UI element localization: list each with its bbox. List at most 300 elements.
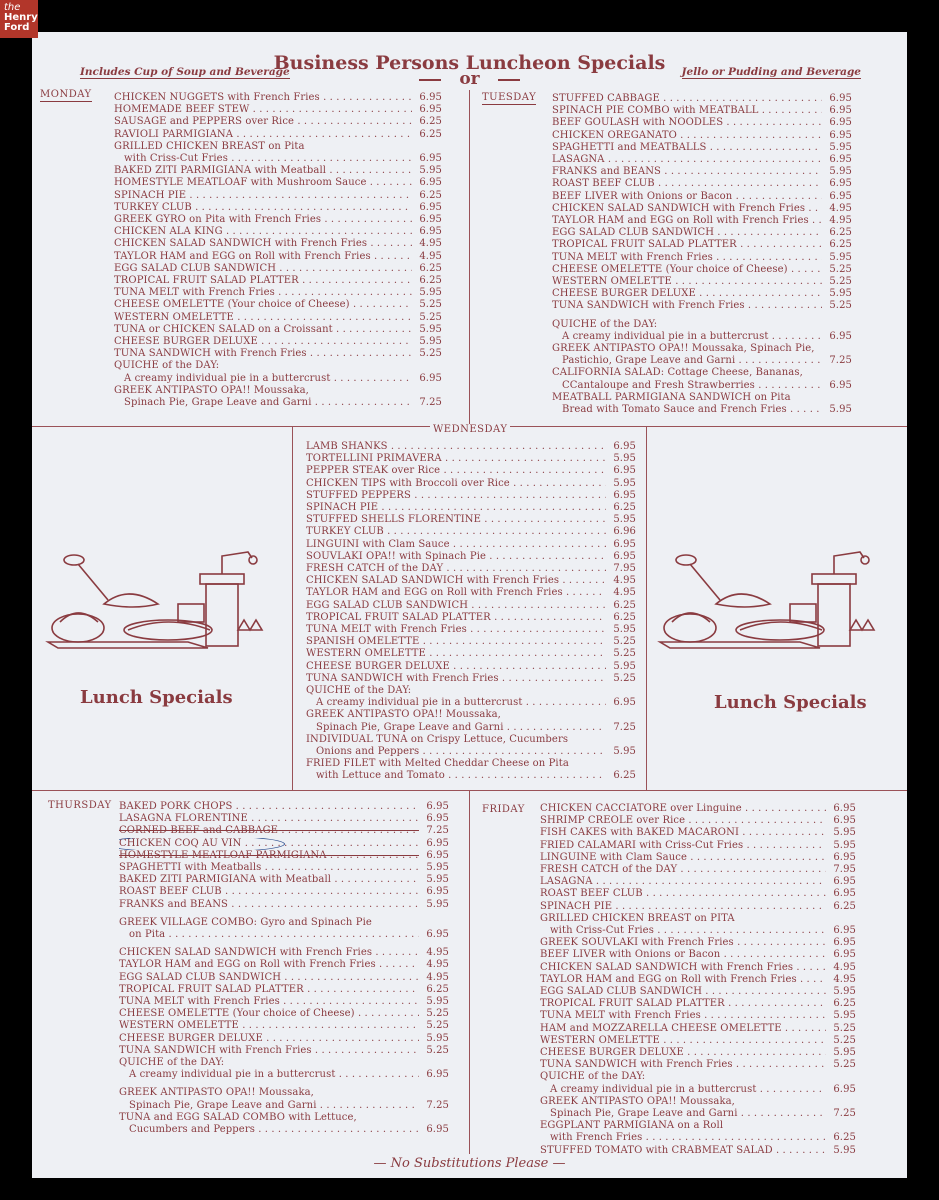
friday-menu-item xyxy=(540,827,856,839)
menu-item-price: 6.95 xyxy=(613,465,636,477)
menu-item-name: RAVIOLI PARMIGIANA . . . xyxy=(114,129,412,141)
friday-menu xyxy=(540,803,856,1157)
wednesday-menu-item xyxy=(306,746,636,758)
menu-item-price xyxy=(419,1057,449,1069)
menu-item-price: 6.25 xyxy=(833,998,856,1010)
menu-item-name: CORNED BEEF and CABBAGE . . . xyxy=(119,825,419,837)
menu-item-name: Onions and Peppers . . . xyxy=(306,746,606,758)
menu-item-name: CHICKEN OREGANATO . . . xyxy=(552,130,822,142)
thursday-menu-item xyxy=(119,1033,449,1045)
menu-item-price: 6.95 xyxy=(613,550,636,562)
menu-item-name: on Pita . . . xyxy=(119,929,419,941)
menu-item-price: 5.95 xyxy=(829,166,852,178)
tuesday-menu-item xyxy=(552,331,852,343)
menu-item-price xyxy=(822,319,852,331)
menu-item-name: STUFFED PEPPERS . . . xyxy=(306,490,606,502)
menu-item-name: Spinach Pie, Grape Leave and Garni . . . xyxy=(114,397,412,409)
monday-menu-item xyxy=(114,324,442,336)
wednesday-menu-item xyxy=(306,514,636,526)
friday-menu-item xyxy=(540,876,856,888)
menu-item-price xyxy=(826,1071,856,1083)
wednesday-menu-item xyxy=(306,624,636,636)
menu-item-name: FRANKS and BEANS . . . xyxy=(119,899,419,911)
menu-item-name: CHICKEN SALAD SANDWICH with French Fries . . . xyxy=(540,962,826,974)
menu-item-name: EGG SALAD CLUB SANDWICH . . . xyxy=(119,972,419,984)
no-substitutions-note: — No Substitutions Please — xyxy=(373,1156,566,1171)
menu-item-price: 5.95 xyxy=(613,660,636,672)
thursday-menu-item xyxy=(119,825,449,837)
menu-item-name: LASAGNA . . . xyxy=(540,876,826,888)
menu-item-name: TUNA MELT with French Fries . . . xyxy=(114,287,412,299)
wednesday-menu-item xyxy=(306,722,636,734)
menu-item-name: GRILLED CHICKEN BREAST on Pita xyxy=(114,140,305,152)
menu-item-price: 5.25 xyxy=(613,672,636,684)
menu-item-price: 6.95 xyxy=(833,949,856,961)
menu-item-price: 5.95 xyxy=(829,288,852,300)
thursday-menu-item xyxy=(119,1124,449,1136)
menu-item-name: HOMESTYLE MEATLOAF with Mushroom Sauce . . . xyxy=(114,177,412,189)
lunch-specials-right: Lunch Specials xyxy=(714,692,867,713)
menu-item-name: CHEESE BURGER DELUXE . . . xyxy=(540,1047,826,1059)
menu-item-price xyxy=(606,709,636,721)
tuesday-menu-item xyxy=(552,105,852,117)
menu-item-name: BEEF GOULASH with NOODLES . . . xyxy=(552,117,822,129)
menu-item-name: SOUVLAKI OPA!! with Spinach Pie . . . xyxy=(306,551,606,563)
menu-item-name: FRANKS and BEANS . . . xyxy=(552,166,822,178)
menu-item-name: EGG SALAD CLUB SANDWICH . . . xyxy=(114,263,412,275)
thursday-menu-item xyxy=(119,838,449,850)
menu-item-price xyxy=(822,367,852,379)
menu-item-price: 6.25 xyxy=(829,239,852,251)
menu-item-name: STUFFED SHELLS FLORENTINE . . . xyxy=(306,514,606,526)
menu-item-price: 5.95 xyxy=(829,404,852,416)
lunch-specials-left: Lunch Specials xyxy=(80,687,233,708)
wednesday-menu-item xyxy=(306,661,636,673)
menu-item-price: 4.95 xyxy=(833,973,856,985)
menu-item-price: 6.95 xyxy=(833,937,856,949)
wednesday-menu-item xyxy=(306,636,636,648)
menu-item-name: CHEESE OMELETTE (Your choice of Cheese) . . . xyxy=(552,264,822,276)
menu-item-name: STUFFED TOMATO with CRABMEAT SALAD . . . xyxy=(540,1145,826,1157)
menu-item-name: SHRIMP CREOLE over Rice . . . xyxy=(540,815,826,827)
menu-item-name: with Lettuce and Tomato . . . xyxy=(306,770,606,782)
menu-item-price: 7.95 xyxy=(833,864,856,876)
menu-item-name: INDIVIDUAL TUNA on Crispy Lettuce, Cucumbers xyxy=(306,733,569,745)
menu-item-name: TURKEY CLUB . . . xyxy=(306,526,606,538)
menu-item-name: CHICKEN SALAD SANDWICH with French Fries . . . xyxy=(114,238,412,250)
tuesday-menu-item xyxy=(552,227,852,239)
monday-menu-item xyxy=(114,165,442,177)
menu-item-name: BEEF LIVER with Onions or Bacon . . . xyxy=(552,191,822,203)
menu-item-price: 6.25 xyxy=(613,611,636,623)
menu-item-price xyxy=(412,141,442,153)
wednesday-menu-item xyxy=(306,539,636,551)
menu-item-name: GREEK SOUVLAKI with French Fries . . . xyxy=(540,937,826,949)
wednesday-menu-item xyxy=(306,612,636,624)
thursday-menu-item xyxy=(119,929,449,941)
menu-item-price xyxy=(822,392,852,404)
menu-item-price: 5.25 xyxy=(833,1059,856,1071)
menu-item-price: 6.25 xyxy=(613,502,636,514)
menu-item-price: 5.25 xyxy=(833,1022,856,1034)
menu-item-name: with Criss-Cut Fries . . . xyxy=(114,153,412,165)
menu-item-name: TAYLOR HAM and EGG on Roll with French Fries . . . xyxy=(114,251,412,263)
menu-item-name: SPINACH PIE . . . xyxy=(306,502,606,514)
logo-text-henry: Henry xyxy=(4,12,38,23)
menu-item-price: 6.95 xyxy=(426,1124,449,1136)
thursday-menu-item xyxy=(119,813,449,825)
menu-item-price: 4.95 xyxy=(426,971,449,983)
menu-item-price: 5.95 xyxy=(426,874,449,886)
menu-item-price: 6.95 xyxy=(426,929,449,941)
menu-item-name: TROPICAL FRUIT SALAD PLATTER . . . xyxy=(552,239,822,251)
wednesday-menu-item xyxy=(306,478,636,490)
friday-menu-item xyxy=(540,803,856,815)
wednesday-menu-item xyxy=(306,697,636,709)
menu-item-name: FRIED FILET with Melted Cheddar Cheese on Pita xyxy=(306,758,569,770)
menu-item-price: 5.25 xyxy=(829,300,852,312)
menu-item-name: QUICHE of the DAY: xyxy=(114,360,220,372)
wednesday-menu-item xyxy=(306,453,636,465)
tuesday-menu-item xyxy=(552,343,852,355)
thursday-menu-item xyxy=(119,1069,449,1081)
menu-item-name: TROPICAL FRUIT SALAD PLATTER . . . xyxy=(540,998,826,1010)
menu-item-name: TAYLOR HAM and EGG on Roll with French Fries . . . xyxy=(552,215,822,227)
menu-item-name: CHICKEN SALAD SANDWICH with French Fries . . . xyxy=(552,203,822,215)
monday-menu-item xyxy=(114,263,442,275)
menu-item-price: 7.25 xyxy=(426,825,449,837)
menu-item-price: 6.95 xyxy=(829,379,852,391)
menu-item-price: 5.95 xyxy=(613,453,636,465)
menu-item-name: HAM and MOZZARELLA CHEESE OMELETTE . . . xyxy=(540,1023,826,1035)
friday-menu-item xyxy=(540,974,856,986)
or-separator: or xyxy=(32,69,907,89)
menu-item-price: 6.25 xyxy=(419,262,442,274)
menu-item-price xyxy=(419,1087,449,1099)
menu-item-name: HOMEMADE BEEF STEW . . . xyxy=(114,104,412,116)
menu-item-name: ROAST BEEF CLUB . . . xyxy=(540,888,826,900)
thursday-menu-item xyxy=(119,1045,449,1057)
menu-item-price xyxy=(419,917,449,929)
menu-item-name: SPANISH OMELETTE . . . xyxy=(306,636,606,648)
thursday-menu-item xyxy=(119,1087,449,1099)
soup-beverage-note: Includes Cup of Soup and Beverage xyxy=(80,66,290,78)
thursday-menu-item xyxy=(119,886,449,898)
menu-item-price: 6.95 xyxy=(829,129,852,141)
menu-item-price: 5.25 xyxy=(426,1008,449,1020)
divider-thu-fri xyxy=(469,790,470,1154)
menu-item-name: EGG SALAD CLUB SANDWICH . . . xyxy=(552,227,822,239)
menu-item-price xyxy=(412,360,442,372)
menu-item-name: ROAST BEEF CLUB . . . xyxy=(119,886,419,898)
menu-item-name: TAYLOR HAM and EGG on Roll with French Fries . . . xyxy=(306,587,606,599)
tuesday-menu-item xyxy=(552,276,852,288)
pen-circle-mark xyxy=(119,838,285,850)
monday-menu-item xyxy=(114,153,442,165)
menu-item-name: GREEK ANTIPASTO OPA!! Moussaka, xyxy=(119,1087,314,1099)
menu-item-name: CHEESE BURGER DELUXE . . . xyxy=(114,336,412,348)
wednesday-menu-item xyxy=(306,441,636,453)
menu-item-name: with French Fries . . . xyxy=(540,1132,826,1144)
menu-item-price: 6.25 xyxy=(419,116,442,128)
menu-item-name: A creamy individual pie in a buttercrust . . . xyxy=(552,331,822,343)
tuesday-menu-item xyxy=(552,319,852,331)
menu-item-name: WESTERN OMELETTE . . . xyxy=(114,312,412,324)
monday-menu-item xyxy=(114,251,442,263)
monday-menu-item xyxy=(114,385,442,397)
wednesday-menu-item xyxy=(306,490,636,502)
menu-item-price: 6.95 xyxy=(833,876,856,888)
menu-item-price: 6.95 xyxy=(833,888,856,900)
menu-item-price: 6.25 xyxy=(833,1132,856,1144)
menu-item-name: WESTERN OMELETTE . . . xyxy=(306,648,606,660)
menu-item-price: 5.95 xyxy=(419,323,442,335)
menu-item-name: CHICKEN NUGGETS with French Fries . . . xyxy=(114,92,412,104)
monday-menu-item xyxy=(114,397,442,409)
friday-menu-item xyxy=(540,901,856,913)
friday-menu-item xyxy=(540,1023,856,1035)
menu-item-name: CHICKEN ALA KING . . . xyxy=(114,226,412,238)
menu-item-price: 5.95 xyxy=(419,165,442,177)
menu-item-name: with Criss-Cut Fries . . . xyxy=(540,925,826,937)
menu-item-name: TAYLOR HAM and EGG on Roll with French Fries . . . xyxy=(540,974,826,986)
friday-menu-item xyxy=(540,1047,856,1059)
thursday-menu-item xyxy=(119,850,449,862)
monday-menu-item xyxy=(114,214,442,226)
wednesday-menu-item xyxy=(306,526,636,538)
tuesday-menu-item xyxy=(552,203,852,215)
friday-menu-item xyxy=(540,949,856,961)
menu-item-price: 6.95 xyxy=(419,104,442,116)
tuesday-menu-item xyxy=(552,404,852,416)
menu-item-price: 6.95 xyxy=(426,1069,449,1081)
thursday-menu-item xyxy=(119,984,449,996)
menu-item-name: A creamy individual pie in a buttercrust . . . xyxy=(540,1084,826,1096)
menu-item-name: EGGPLANT PARMIGIANA on a Roll xyxy=(540,1120,724,1132)
menu-item-price: 5.25 xyxy=(426,1044,449,1056)
menu-item-price: 6.95 xyxy=(419,92,442,103)
menu-item-price: 5.95 xyxy=(419,336,442,348)
friday-menu-item xyxy=(540,962,856,974)
henry-ford-logo xyxy=(0,0,38,38)
menu-item-price: 6.95 xyxy=(829,190,852,202)
menu-item-name: SPAGHETTI with Meatballs . . . xyxy=(119,862,419,874)
friday-menu-item xyxy=(540,1071,856,1083)
menu-item-price: 5.95 xyxy=(613,746,636,758)
friday-menu-item xyxy=(540,1035,856,1047)
menu-item-price: 6.95 xyxy=(613,697,636,709)
day-label-thursday: THURSDAY xyxy=(48,800,112,811)
thursday-menu-item xyxy=(119,1008,449,1020)
monday-menu-item xyxy=(114,348,442,360)
menu-item-name: Cucumbers and Peppers . . . xyxy=(119,1124,419,1136)
menu-item-price: 6.95 xyxy=(426,813,449,825)
wednesday-menu-item xyxy=(306,758,636,770)
monday-menu-item xyxy=(114,141,442,153)
day-label-friday: FRIDAY xyxy=(482,804,525,815)
menu-item-name: CHICKEN SALAD SANDWICH with French Fries . . . xyxy=(119,947,419,959)
menu-item-name: BAKED ZITI PARMIGIANA with Meatball . . . xyxy=(119,874,419,886)
menu-item-name: SPINACH PIE COMBO with MEATBALL . . . xyxy=(552,105,822,117)
menu-item-price: 5.95 xyxy=(426,898,449,910)
menu-item-name: CHICKEN SALAD SANDWICH with French Fries . . . xyxy=(306,575,606,587)
menu-item-name: WESTERN OMELETTE . . . xyxy=(119,1020,419,1032)
menu-item-name: TROPICAL FRUIT SALAD PLATTER . . . xyxy=(114,275,412,287)
menu-item-price: 4.95 xyxy=(829,202,852,214)
menu-item-price: 6.95 xyxy=(419,214,442,226)
menu-item-price: 6.95 xyxy=(833,925,856,937)
menu-item-name: BAKED ZITI PARMIGIANA with Meatball . . . xyxy=(114,165,412,177)
menu-item-name: FISH CAKES with BAKED MACARONI . . . xyxy=(540,827,826,839)
menu-item-name: CHICKEN CACCIATORE over Linguine . . . xyxy=(540,803,826,815)
wednesday-menu-item xyxy=(306,648,636,660)
tuesday-menu xyxy=(552,93,852,416)
wednesday-menu-item xyxy=(306,563,636,575)
thursday-menu-item xyxy=(119,1057,449,1069)
thursday-menu-item xyxy=(119,1020,449,1032)
menu-item-name: Spinach Pie, Grape Leave and Garni . . . xyxy=(119,1100,419,1112)
menu-item-price: 6.95 xyxy=(829,178,852,190)
friday-menu-item xyxy=(540,1108,856,1120)
menu-item-price: 6.95 xyxy=(419,153,442,165)
friday-menu-item xyxy=(540,1084,856,1096)
menu-item-name: LASAGNA FLORENTINE . . . xyxy=(119,813,419,825)
wednesday-menu-item xyxy=(306,709,636,721)
food-illustration-left xyxy=(38,544,278,654)
tuesday-menu-item xyxy=(552,380,852,392)
menu-item-name: TAYLOR HAM and EGG on Roll with French Fries . . . xyxy=(119,959,419,971)
day-label-monday: MONDAY xyxy=(40,89,92,100)
menu-item-price: 6.25 xyxy=(419,275,442,287)
tuesday-menu-item xyxy=(552,367,852,379)
menu-item-name: GRILLED CHICKEN BREAST on PITA xyxy=(540,912,735,924)
menu-item-name: TUNA MELT with French Fries . . . xyxy=(552,252,822,264)
menu-item-price: 5.95 xyxy=(419,287,442,299)
wednesday-menu-item xyxy=(306,600,636,612)
monday-menu-item xyxy=(114,275,442,287)
friday-menu-item xyxy=(540,1059,856,1071)
menu-item-name: Bread with Tomato Sauce and French Fries . . . xyxy=(552,404,822,416)
tuesday-menu-item xyxy=(552,154,852,166)
menu-item-name: WESTERN OMELETTE . . . xyxy=(552,276,822,288)
thursday-menu xyxy=(119,801,449,1136)
wednesday-menu xyxy=(306,441,636,783)
menu-item-name: BAKED PORK CHOPS . . . xyxy=(119,801,419,813)
wednesday-menu-item xyxy=(306,587,636,599)
menu-item-price xyxy=(826,1120,856,1132)
monday-menu-item xyxy=(114,299,442,311)
menu-item-name: SAUSAGE and PEPPERS over Rice . . . xyxy=(114,116,412,128)
menu-item-price: 6.95 xyxy=(833,815,856,827)
menu-item-name: LAMB SHANKS . . . xyxy=(306,441,606,453)
divider-wed-right xyxy=(646,426,647,790)
menu-item-price: 6.95 xyxy=(833,851,856,863)
menu-item-name: WESTERN OMELETTE . . . xyxy=(540,1035,826,1047)
menu-item-price xyxy=(412,385,442,397)
friday-menu-item xyxy=(540,840,856,852)
monday-menu-item xyxy=(114,92,442,104)
menu-item-price: 6.95 xyxy=(833,1083,856,1095)
day-label-wednesday: WEDNESDAY xyxy=(430,424,510,435)
menu-item-price: 5.25 xyxy=(833,1034,856,1046)
thursday-menu-item xyxy=(119,874,449,886)
menu-item-price: 6.25 xyxy=(833,900,856,912)
monday-menu-item xyxy=(114,177,442,189)
menu-item-price: 6.96 xyxy=(613,526,636,538)
menu-item-price: 5.95 xyxy=(613,624,636,636)
menu-item-price: 6.25 xyxy=(613,599,636,611)
monday-menu-item xyxy=(114,190,442,202)
menu-item-price: 5.95 xyxy=(829,141,852,153)
menu-item-price: 6.25 xyxy=(829,227,852,239)
tuesday-menu-item xyxy=(552,117,852,129)
thursday-menu-item xyxy=(119,972,449,984)
menu-item-name: TUNA SANDWICH with French Fries . . . xyxy=(552,300,822,312)
menu-item-price: 7.25 xyxy=(829,355,852,367)
menu-item-price: 6.95 xyxy=(829,117,852,129)
menu-item-price xyxy=(826,913,856,925)
friday-menu-item xyxy=(540,986,856,998)
tuesday-menu-item xyxy=(552,142,852,154)
menu-item-name: BEEF LIVER with Onions or Bacon . . . xyxy=(540,949,826,961)
monday-menu-item xyxy=(114,129,442,141)
menu-item-price xyxy=(826,1096,856,1108)
menu-item-name: STUFFED CABBAGE . . . xyxy=(552,93,822,105)
monday-menu-item xyxy=(114,104,442,116)
menu-item-name: GREEK ANTIPASTO OPA!! Moussaka, xyxy=(540,1095,735,1107)
wednesday-menu-item xyxy=(306,673,636,685)
monday-menu-item xyxy=(114,360,442,372)
friday-menu-item xyxy=(540,937,856,949)
friday-menu-item xyxy=(540,998,856,1010)
tuesday-menu-item xyxy=(552,239,852,251)
wednesday-menu-item xyxy=(306,551,636,563)
menu-item-price: 6.95 xyxy=(829,93,852,104)
tuesday-menu-item xyxy=(552,264,852,276)
menu-item-name: TUNA SANDWICH with French Fries . . . xyxy=(306,673,606,685)
menu-item-price: 4.95 xyxy=(833,961,856,973)
menu-item-name: CHEESE BURGER DELUXE . . . xyxy=(119,1033,419,1045)
menu-item-name: Spinach Pie, Grape Leave and Garni . . . xyxy=(540,1108,826,1120)
menu-item-name: A creamy individual pie in a buttercrust . . . xyxy=(306,697,606,709)
friday-menu-item xyxy=(540,864,856,876)
menu-item-name: TUNA MELT with French Fries . . . xyxy=(540,1010,826,1022)
divider-wed-left xyxy=(292,426,293,790)
menu-item-price: 6.95 xyxy=(419,201,442,213)
friday-menu-item xyxy=(540,913,856,925)
tuesday-menu-item xyxy=(552,215,852,227)
menu-item-name: CHEESE OMELETTE (Your choice of Cheese) . . . xyxy=(119,1008,419,1020)
menu-item-price: 4.95 xyxy=(426,947,449,959)
thursday-menu-item xyxy=(119,1112,449,1124)
menu-item-price: 6.95 xyxy=(829,154,852,166)
menu-item-name: QUICHE of the DAY: xyxy=(540,1071,646,1083)
menu-item-price: 4.95 xyxy=(419,250,442,262)
monday-menu-item xyxy=(114,116,442,128)
menu-item-name: GREEK ANTIPASTO OPA!! Moussaka, Spinach Pie, xyxy=(552,343,815,355)
menu-item-name: TUNA SANDWICH with French Fries . . . xyxy=(119,1045,419,1057)
menu-item-name: SPINACH PIE . . . xyxy=(540,901,826,913)
menu-item-price: 5.25 xyxy=(419,299,442,311)
menu-item-price: 4.95 xyxy=(613,587,636,599)
menu-item-price: 4.95 xyxy=(613,575,636,587)
menu-item-name: TROPICAL FRUIT SALAD PLATTER . . . xyxy=(306,612,606,624)
monday-menu xyxy=(114,92,442,409)
menu-item-price: 5.95 xyxy=(829,251,852,263)
menu-item-price: 6.95 xyxy=(426,837,449,849)
menu-item-price xyxy=(822,343,852,355)
menu-item-name: CHICKEN TIPS with Broccoli over Rice . . . xyxy=(306,478,606,490)
